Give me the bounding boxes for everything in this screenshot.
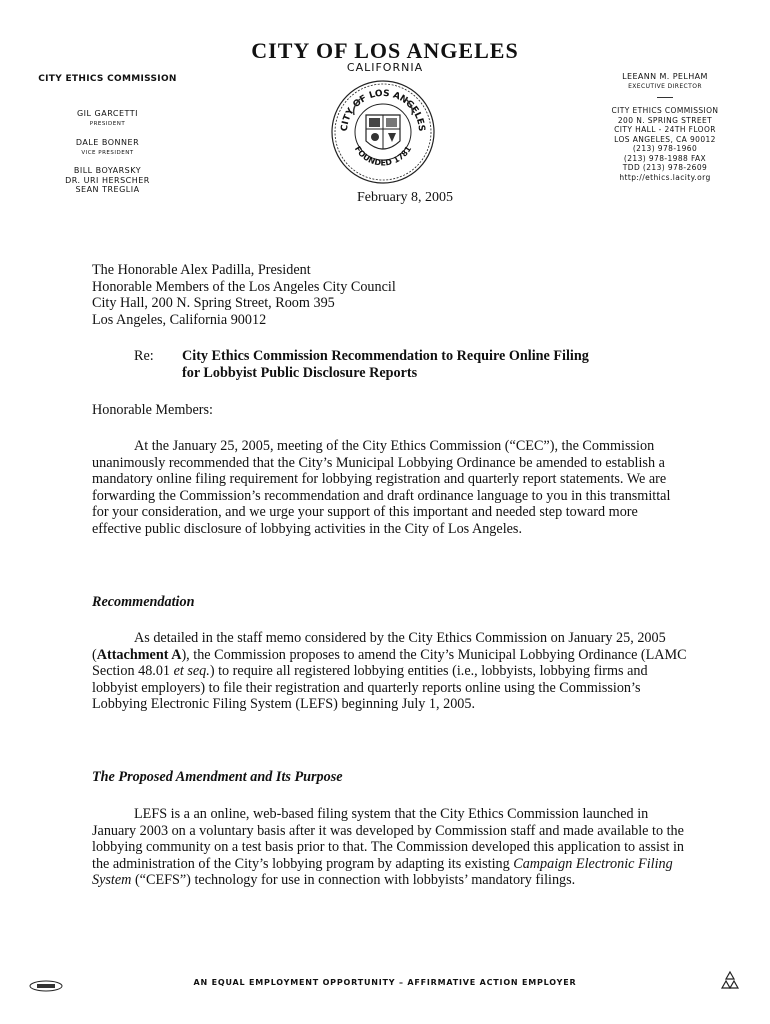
commissioner-role: VICE PRESIDENT (81, 150, 134, 156)
address-line: Los Angeles, California 90012 (92, 311, 267, 328)
paragraph-recommendation (92, 630, 690, 713)
address-line: Honorable Members of the Los Angeles City Council (92, 278, 396, 295)
contact-line: CITY HALL - 24TH FLOOR (614, 125, 716, 134)
state-label: CALIFORNIA (346, 61, 424, 74)
paragraph-intro: At the January 25, 2005, meeting of the City Ethics Commission (“CEC”), the Commission unanimously recommended that the City’s Municipal Lobbying Ordinance be amended to establish a mandatory online filing requirement for lobbying registration and quarterly report statements. We are forwarding the Commission’s recommendation and draft ordinance language to you in this transmittal for your consideration, and we urge your support of this important and needed step toward more effective public disclosure of lobbying activities in the City of Los Angeles. (92, 438, 671, 537)
contact-link[interactable]: http://ethics.lacity.org (619, 172, 711, 182)
commissioner-name: DALE BONNER (75, 138, 140, 147)
subject-line: City Ethics Commission Recommendation to Require Online Filing (182, 348, 589, 364)
commissioner-member: SEAN TREGLIA (75, 185, 140, 194)
commissioner-role: PRESIDENT (89, 121, 126, 127)
address-line: The Honorable Alex Padilla, President (92, 262, 311, 278)
heading-recommendation: Recommendation (92, 594, 195, 610)
city-seal-icon (330, 79, 436, 185)
inside-address (92, 262, 396, 328)
contact-panel (580, 72, 750, 182)
attachment-ref: Attachment A (96, 646, 182, 663)
contact-line: CITY ETHICS COMMISSION (611, 106, 719, 115)
letter-date: February 8, 2005 (356, 190, 454, 205)
director-title: EXECUTIVE DIRECTOR (628, 82, 702, 90)
et-seq: et seq. (173, 663, 210, 680)
cefs-name: Campaign Electronic Filing System (92, 855, 673, 889)
heading-proposed-amendment: The Proposed Amendment and Its Purpose (92, 769, 343, 785)
para-text: As detailed in the staff memo considered by the City Ethics Commission on January 25, 2005 ( (92, 630, 666, 663)
commission-panel (20, 74, 195, 195)
paragraph-purpose (92, 806, 690, 889)
seal-bottom-text: FOUNDED 1781 (352, 144, 414, 168)
para-text: ) to require all registered lobbying entities (i.e., lobbyists, lobbying firms and lobbyist employers) to file their registration and quarterly reports online using the Commission’s Lobbying Electronic Filing System (LEFS) beginning July 1, 2005. (92, 663, 648, 713)
seal-top-text: CITY OF LOS ANGELES (339, 88, 427, 132)
para-text: ), the Commission proposes to amend the City’s Municipal Lobbying Ordinance (LAMC Section 48.01 (92, 646, 687, 680)
subject-line: for Lobbyist Public Disclosure Reports (182, 364, 418, 381)
contact-line: LOS ANGELES, CA 90012 (614, 134, 716, 144)
director-name: LEEANN M. PELHAM (622, 72, 708, 81)
contact-line: (213) 978-1960 (632, 144, 698, 153)
salutation: Honorable Members: (92, 402, 213, 418)
re-subject (182, 348, 642, 381)
re-label: Re: (134, 348, 154, 364)
commission-name: CITY ETHICS COMMISSION (38, 74, 177, 84)
divider (657, 97, 673, 98)
commissioner-member: BILL BOYARSKY (73, 166, 142, 175)
footer-text: AN EQUAL EMPLOYMENT OPPORTUNITY – AFFIRMATIVE ACTION EMPLOYER (193, 978, 577, 987)
commissioner-name: GIL GARCETTI (76, 109, 139, 118)
para-text: (“CEFS”) technology for use in connection with lobbyists’ mandatory filings. (131, 872, 576, 889)
contact-line: 200 N. SPRING STREET (617, 115, 713, 125)
address-line: City Hall, 200 N. Spring Street, Room 395 (92, 295, 335, 312)
commissioner-member: DR. URI HERSCHER (65, 175, 150, 185)
recycle-icon (719, 970, 741, 992)
contact-line: TDD (213) 978-2609 (622, 163, 708, 172)
para-text: LEFS is a an online, web-based filing system that the City Ethics Commission launched in January 2003 on a voluntary basis after it was developed by Commission staff and made available to the lobbying community on a test basis prior to that. The Commission developed this application to assist in the administration of the City’s lobbying program by adapting its existing (92, 806, 685, 872)
contact-line: (213) 978-1988 FAX (623, 153, 707, 163)
city-title: CITY OF LOS ANGELES (251, 38, 519, 63)
